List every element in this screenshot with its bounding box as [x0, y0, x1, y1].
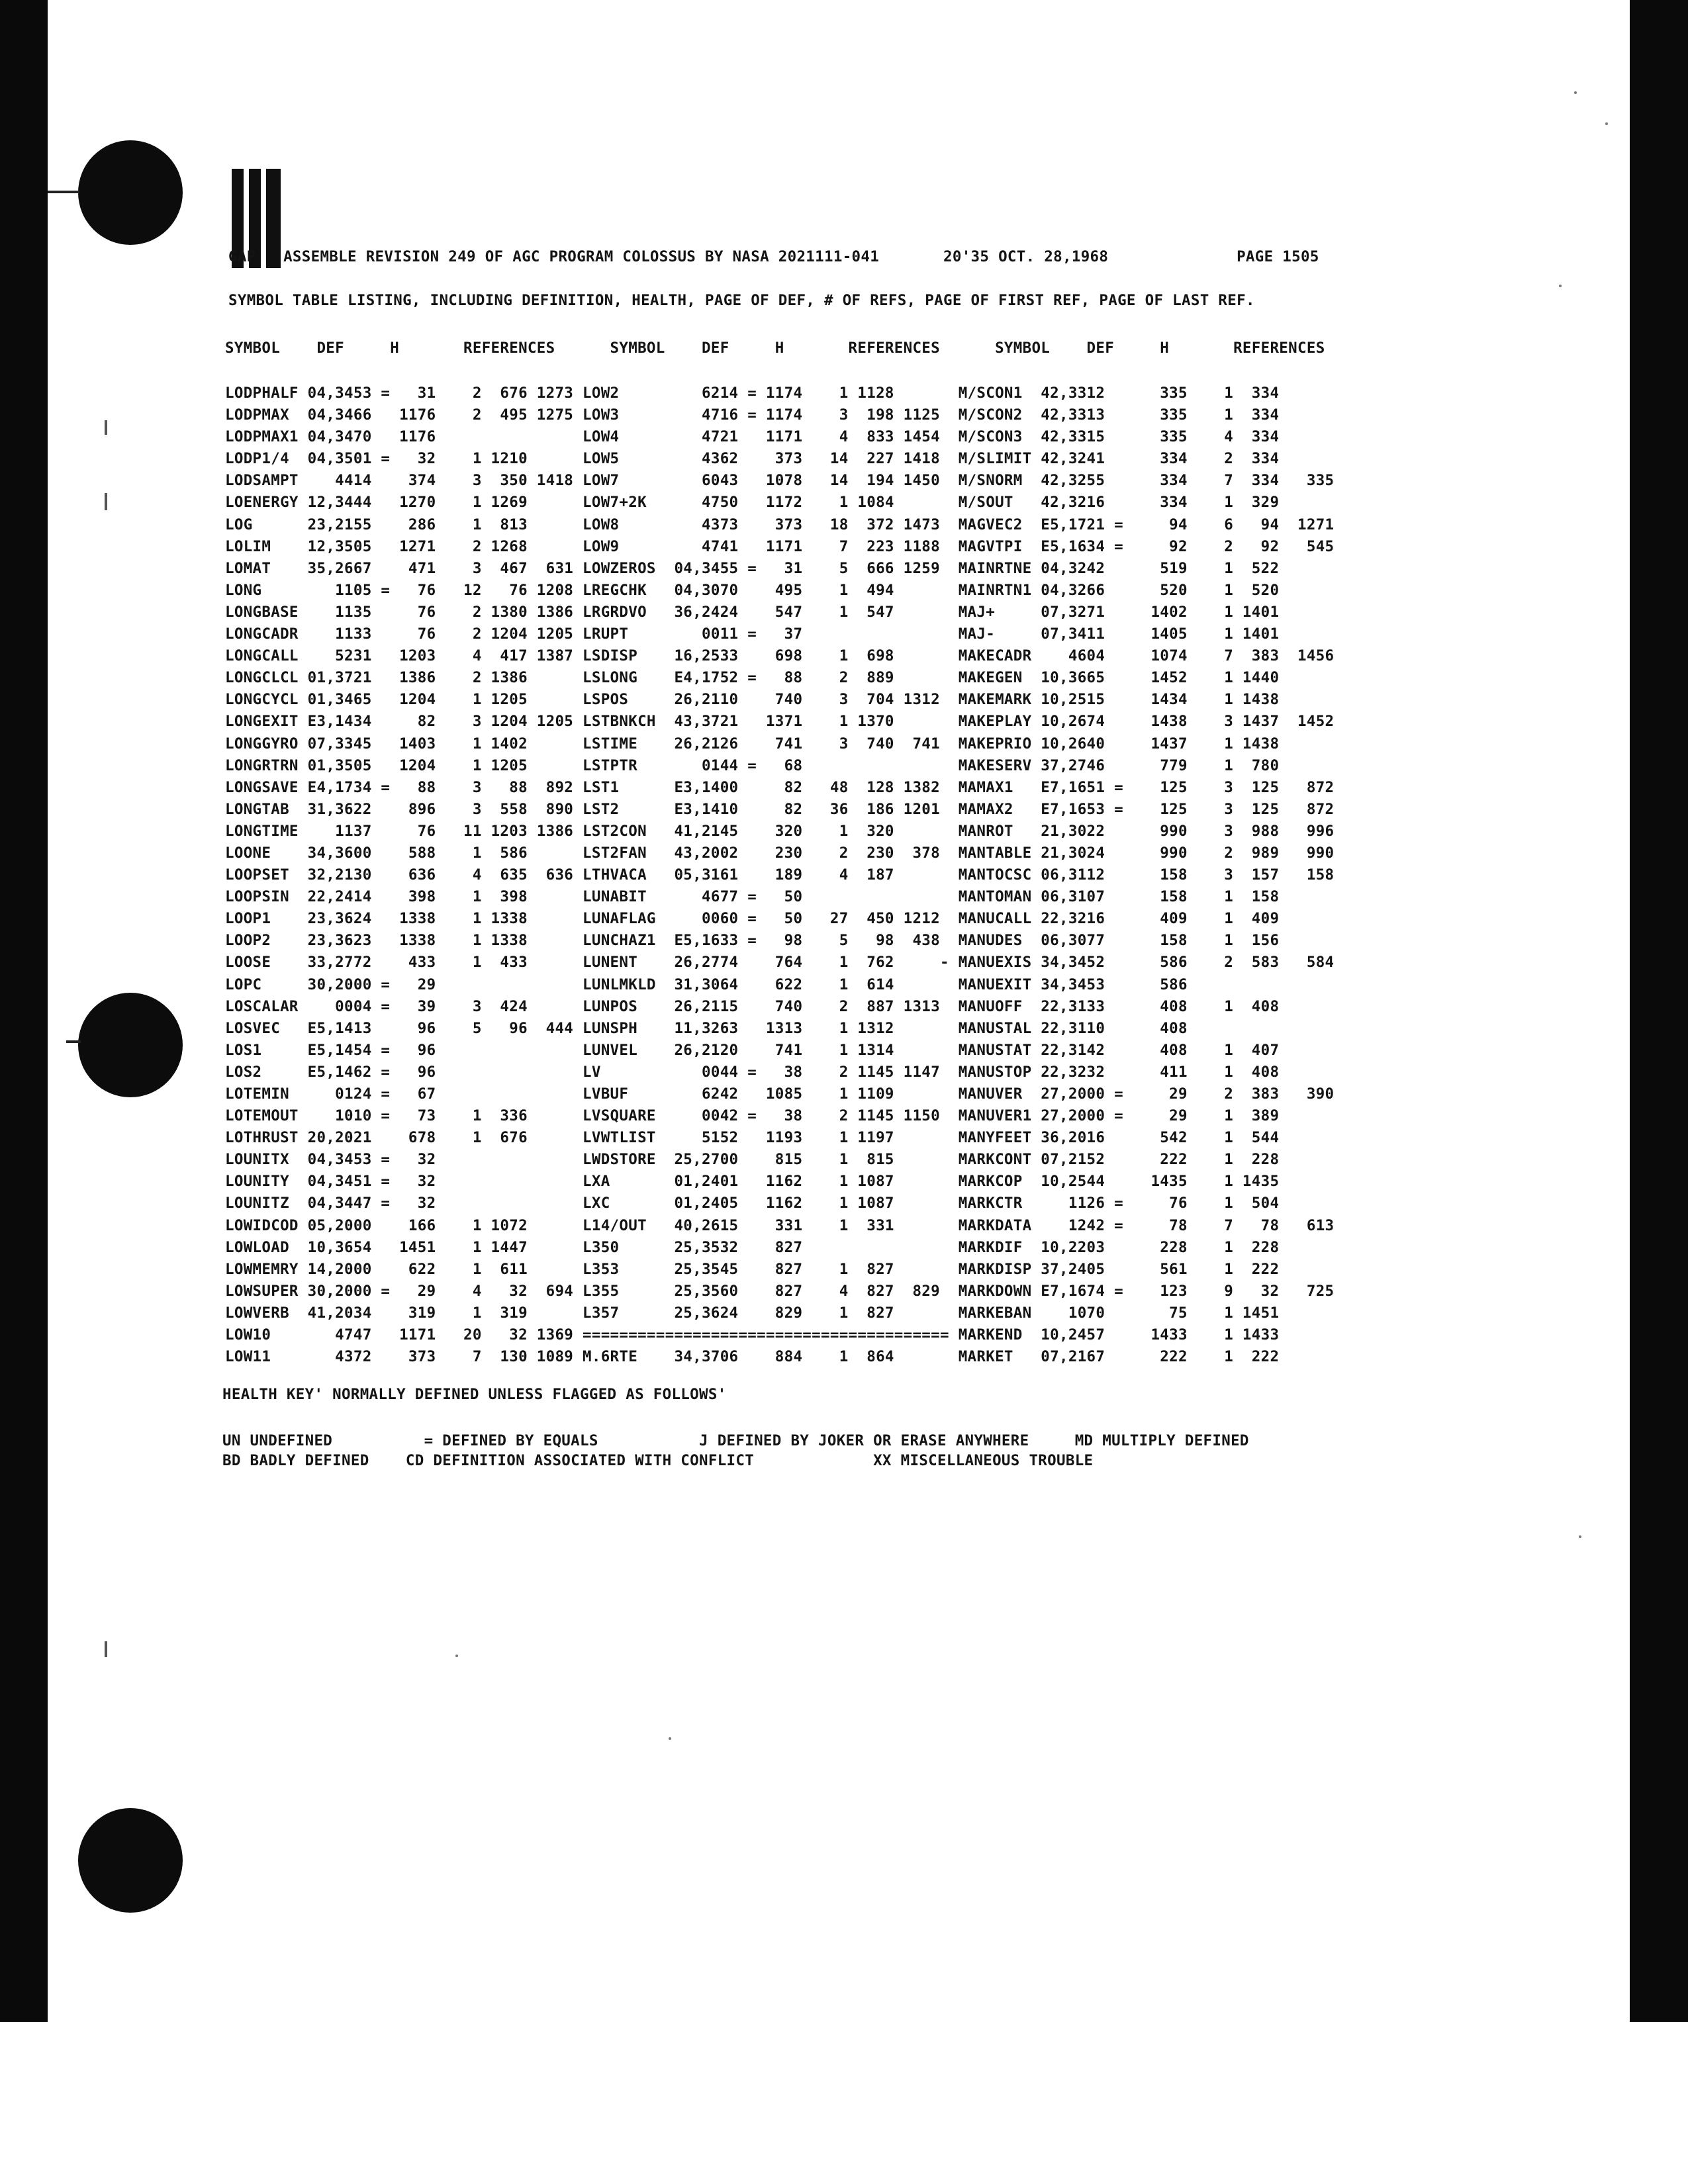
table-row: LOTEMOUT 1010 = 73 1 336 LVSQUARE 0042 = 38 2 1145 1150 MANUVER1 27,2000 = 29 1 389	[225, 1107, 1280, 1125]
table-row: LOUNITY 04,3451 = 32 LXA 01,2401 1162 1 1087 MARKCOP 10,2544 1435 1 1435	[225, 1173, 1280, 1191]
table-row: LONG 1105 = 76 12 76 1208 LREGCHK 04,3070 495 1 494 MAINRTN1 04,3266 520 1 520	[225, 581, 1280, 599]
left-page-edge	[0, 0, 48, 2022]
table-row: LONGGYRO 07,3345 1403 1 1402 LSTIME 26,2126 741 3 740 741 MAKEPRIO 10,2640 1437 1 1438	[225, 735, 1280, 752]
table-row: LOONE 34,3600 588 1 586 LST2FAN 43,2002 230 2 230 378 MANTABLE 21,3024 990 2 989 990	[225, 844, 1335, 862]
edge-mark	[48, 191, 79, 193]
table-row: LONGRTRN 01,3505 1204 1 1205 LSTPTR 0144 = 68 MAKESERV 37,2746 779 1 780	[225, 756, 1280, 774]
edge-mark	[66, 1040, 81, 1043]
table-row: LOSVEC E5,1413 96 5 96 444 LUNSPH 11,3263 1313 1 1312 MANUSTAL 22,3110 408	[225, 1019, 1188, 1037]
page-header: GAP ASSEMBLE REVISION 249 OF AGC PROGRAM COLOSSUS BY NASA 2021111-041 20'35 OCT. 28,1968 PAGE 1505	[228, 248, 1319, 265]
table-row: LOWIDCOD 05,2000 166 1 1072 L14/OUT 40,2615 331 1 331 MARKDATA 1242 = 78 7 78 613	[225, 1216, 1335, 1234]
punch-hole-top	[78, 140, 183, 245]
table-row: LOTEMIN 0124 = 67 LVBUF 6242 1085 1 1109 MANUVER 27,2000 = 29 2 383 390	[225, 1085, 1335, 1103]
speck	[669, 1737, 671, 1740]
speck	[1579, 1535, 1581, 1538]
right-page-edge	[1630, 0, 1688, 2022]
table-row: LOW11 4372 373 7 130 1089 M.6RTE 34,3706 884 1 864 MARKET 07,2167 222 1 222	[225, 1348, 1280, 1366]
symbol-table	[225, 383, 1334, 1368]
table-row: LOG 23,2155 286 1 813 LOW8 4373 373 18 372 1473 MAGVEC2 E5,1721 = 94 6 94 1271	[225, 516, 1335, 533]
punch-hole-bottom	[78, 1808, 183, 1913]
table-row: LONGCALL 5231 1203 4 417 1387 LSDISP 16,2533 698 1 698 MAKECADR 4604 1074 7 383 1456	[225, 647, 1335, 665]
listing-subtitle: SYMBOL TABLE LISTING, INCLUDING DEFINITION, HEALTH, PAGE OF DEF, # OF REFS, PAGE OF FIRST REF, PAGE OF LAST REF.	[228, 292, 1255, 309]
health-key-title: HEALTH KEY' NORMALLY DEFINED UNLESS FLAGGED AS FOLLOWS'	[222, 1386, 727, 1403]
health-key-line-1: UN UNDEFINED = DEFINED BY EQUALS J DEFINED BY JOKER OR ERASE ANYWHERE MD MULTIPLY DEFINED	[222, 1432, 1249, 1449]
table-row: LOW10 4747 1171 20 32 1369 ======================================== MARKEND 10,2457 1433 1 1433	[225, 1326, 1280, 1344]
table-row: LOTHRUST 20,2021 678 1 676 LVWTLIST 5152 1193 1 1197 MANYFEET 36,2016 542 1 544	[225, 1129, 1280, 1147]
table-row: LOOSE 33,2772 433 1 433 LUNENT 26,2774 764 1 762 - MANUEXIS 34,3452 586 2 583 584	[225, 954, 1335, 972]
table-row: LODPHALF 04,3453 = 31 2 676 1273 LOW2 6214 = 1174 1 1128 M/SCON1 42,3312 335 1 334	[225, 385, 1280, 402]
margin-mark	[105, 420, 107, 435]
table-row: LOWMEMRY 14,2000 622 1 611 L353 25,3545 827 1 827 MARKDISP 37,2405 561 1 222	[225, 1260, 1280, 1278]
table-row: LOPC 30,2000 = 29 LUNLMKLD 31,3064 622 1 614 MANUEXIT 34,3453 586	[225, 976, 1188, 993]
table-row: LODPMAX 04,3466 1176 2 495 1275 LOW3 4716 = 1174 3 198 1125 M/SCON2 42,3313 335 1 334	[225, 406, 1280, 424]
punch-hole-middle	[78, 993, 183, 1097]
table-row: LOUNITX 04,3453 = 32 LWDSTORE 25,2700 815 1 815 MARKCONT 07,2152 222 1 228	[225, 1151, 1280, 1169]
table-row: LOWLOAD 10,3654 1451 1 1447 L350 25,3532 827 MARKDIF 10,2203 228 1 228	[225, 1238, 1280, 1256]
table-row: LONGTIME 1137 76 11 1203 1386 LST2CON 41,2145 320 1 320 MANROT 21,3022 990 3 988 996	[225, 822, 1335, 840]
table-row: LONGEXIT E3,1434 82 3 1204 1205 LSTBNKCH 43,3721 1371 1 1370 MAKEPLAY 10,2674 1438 3 1437 1452	[225, 713, 1335, 731]
margin-mark	[105, 1641, 107, 1657]
margin-mark	[105, 493, 107, 510]
table-row: LOENERGY 12,3444 1270 1 1269 LOW7+2K 4750 1172 1 1084 M/SOUT 42,3216 334 1 329	[225, 494, 1280, 512]
table-row: LONGSAVE E4,1734 = 88 3 88 892 LST1 E3,1400 82 48 128 1382 MAMAX1 E7,1651 = 125 3 125 872	[225, 778, 1335, 796]
table-row: LONGBASE 1135 76 2 1380 1386 LRGRDVO 36,2424 547 1 547 MAJ+ 07,3271 1402 1 1401	[225, 603, 1280, 621]
table-row: LONGCADR 1133 76 2 1204 1205 LRUPT 0011 = 37 MAJ- 07,3411 1405 1 1401	[225, 625, 1280, 643]
speck	[1574, 91, 1577, 94]
table-row: LOS1 E5,1454 = 96 LUNVEL 26,2120 741 1 1314 MANUSTAT 22,3142 408 1 407	[225, 1041, 1280, 1059]
table-row: LODSAMPT 4414 374 3 350 1418 LOW7 6043 1078 14 194 1450 M/SNORM 42,3255 334 7 334 335	[225, 472, 1335, 490]
column-headers: SYMBOL DEF H REFERENCES SYMBOL DEF H REFERENCES SYMBOL DEF H REFERENCES	[225, 340, 1325, 357]
table-row: LOOP1 23,3624 1338 1 1338 LUNAFLAG 0060 = 50 27 450 1212 MANUCALL 22,3216 409 1 409	[225, 910, 1280, 928]
speck	[455, 1655, 458, 1657]
speck	[1605, 122, 1608, 125]
table-row: LOLIM 12,3505 1271 2 1268 LOW9 4741 1171 7 223 1188 MAGVTPI E5,1634 = 92 2 92 545	[225, 537, 1335, 555]
table-row: LONGCYCL 01,3465 1204 1 1205 LSPOS 26,2110 740 3 704 1312 MAKEMARK 10,2515 1434 1 1438	[225, 691, 1280, 709]
table-row: LODP1/4 04,3501 = 32 1 1210 LOW5 4362 373 14 227 1418 M/SLIMIT 42,3241 334 2 334	[225, 450, 1280, 468]
table-row: LOOPSET 32,2130 636 4 635 636 LTHVACA 05,3161 189 4 187 MANTOCSC 06,3112 158 3 157 158	[225, 866, 1335, 884]
table-row: LOS2 E5,1462 = 96 LV 0044 = 38 2 1145 1147 MANUSTOP 22,3232 411 1 408	[225, 1063, 1280, 1081]
table-row: LOMAT 35,2667 471 3 467 631 LOWZEROS 04,3455 = 31 5 666 1259 MAINRTNE 04,3242 519 1 522	[225, 559, 1280, 577]
table-row: LOSCALAR 0004 = 39 3 424 LUNPOS 26,2115 740 2 887 1313 MANUOFF 22,3133 408 1 408	[225, 997, 1280, 1015]
table-row: LOOPSIN 22,2414 398 1 398 LUNABIT 4677 = 50 MANTOMAN 06,3107 158 1 158	[225, 888, 1280, 906]
table-row: LONGTAB 31,3622 896 3 558 890 LST2 E3,1410 82 36 186 1201 MAMAX2 E7,1653 = 125 3 125 872	[225, 800, 1335, 818]
table-row: LONGCLCL 01,3721 1386 2 1386 LSLONG E4,1752 = 88 2 889 MAKEGEN 10,3665 1452 1 1440	[225, 669, 1280, 687]
table-row: LOWSUPER 30,2000 = 29 4 32 694 L355 25,3560 827 4 827 829 MARKDOWN E7,1674 = 123 9 32 725	[225, 1282, 1335, 1300]
table-row: LOWVERB 41,2034 319 1 319 L357 25,3624 829 1 827 MARKEBAN 1070 75 1 1451	[225, 1304, 1280, 1322]
table-row: LOOP2 23,3623 1338 1 1338 LUNCHAZ1 E5,1633 = 98 5 98 438 MANUDES 06,3077 158 1 156	[225, 932, 1280, 950]
table-row: LOUNITZ 04,3447 = 32 LXC 01,2405 1162 1 1087 MARKCTR 1126 = 76 1 504	[225, 1195, 1280, 1212]
speck	[1559, 285, 1562, 287]
table-row: LODPMAX1 04,3470 1176 LOW4 4721 1171 4 833 1454 M/SCON3 42,3315 335 4 334	[225, 428, 1280, 446]
health-key-line-2: BD BADLY DEFINED CD DEFINITION ASSOCIATED WITH CONFLICT XX MISCELLANEOUS TROUBLE	[222, 1452, 1094, 1469]
